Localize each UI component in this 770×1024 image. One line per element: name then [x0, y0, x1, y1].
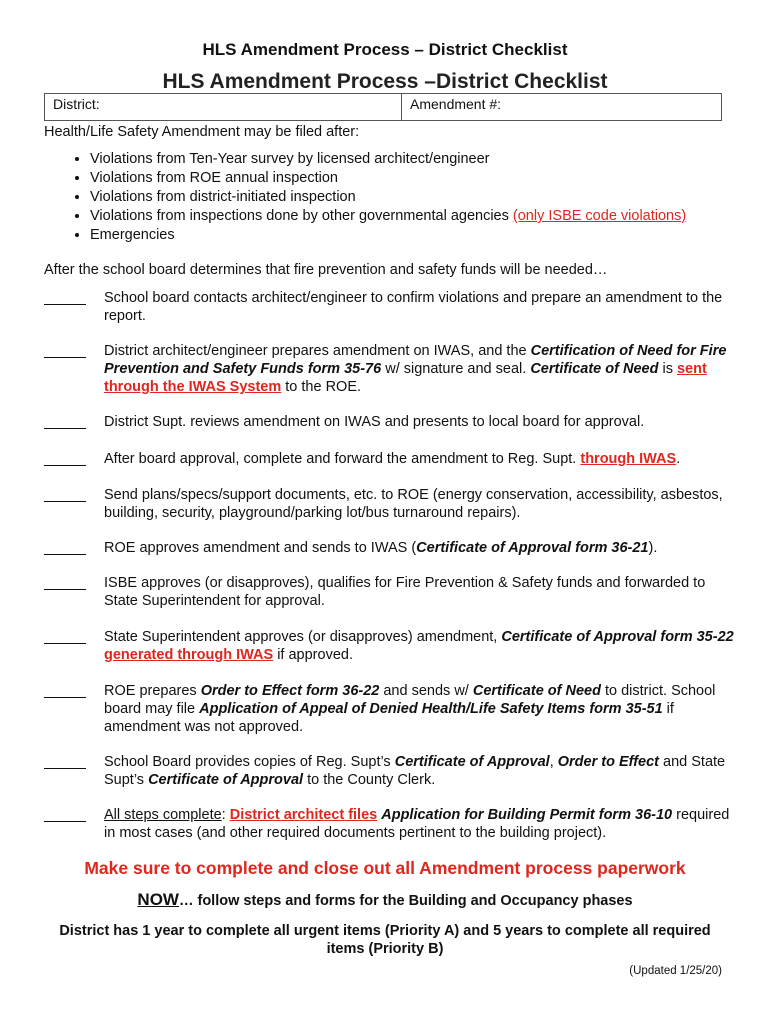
condition-item: • Emergencies — [90, 226, 686, 245]
checklist-step-2: District architect/engineer prepares amendment on IWAS, and the Certification of Need for Fire Prevention and Safety Funds form 35-76 w/ signature and seal. Certificate of Need is sent through the IWAS System to the ROE. — [44, 342, 734, 396]
after-determination-text: After the school board determines that fire prevention and safety funds will be needed… — [44, 262, 608, 278]
condition-item: • Violations from Ten-Year survey by licensed architect/engineer — [90, 150, 686, 169]
conditions-list — [44, 150, 686, 245]
checkbox-blank[interactable] — [44, 806, 86, 822]
checkbox-blank[interactable] — [44, 486, 86, 502]
checklist-step-1: School board contacts architect/engineer to confirm violations and prepare an amendment to the report. — [44, 289, 734, 325]
checklist-step-11: All steps complete: District architect files Application for Building Permit form 36-10 required in most cases (and other required documents pertinent to the building project). — [44, 806, 734, 842]
checklist-step-9: ROE prepares Order to Effect form 36-22 and sends w/ Certificate of Need to district. School board may file Application of Appeal of Denied Health/Life Safety Items form 35-51 if amendment was not approved. — [44, 682, 734, 736]
checklist-step-3: District Supt. reviews amendment on IWAS and presents to local board for approval. — [44, 413, 734, 431]
amendment-number-field[interactable] — [402, 94, 509, 120]
checkbox-blank[interactable] — [44, 682, 86, 698]
amendment-label: Amendment #: — [410, 96, 502, 112]
checkbox-blank[interactable] — [44, 753, 86, 769]
checklist-step-5: Send plans/specs/support documents, etc. to ROE (energy conservation, accessibility, asbestos, building, security, playground/parking lot/bus turnaround repairs). — [44, 486, 734, 522]
checkbox-blank[interactable] — [44, 342, 86, 358]
intro-text: Health/Life Safety Amendment may be filed after: — [44, 124, 360, 140]
district-label: District: — [53, 96, 100, 112]
updated-date: (Updated 1/25/20) — [629, 965, 722, 977]
district-amendment-table — [44, 93, 722, 121]
isbe-code-note: (only ISBE code violations) — [512, 208, 687, 224]
condition-item: • Violations from inspections done by other governmental agencies (only ISBE code violations) — [90, 207, 686, 226]
checklist-step-10: School Board provides copies of Reg. Supt’s Certificate of Approval, Order to Effect and State Supt’s Certificate of Approval to the County Clerk. — [44, 753, 734, 789]
checkbox-blank[interactable] — [44, 574, 86, 590]
checkbox-blank[interactable] — [44, 450, 86, 466]
checkbox-blank[interactable] — [44, 539, 86, 555]
checkbox-blank[interactable] — [44, 289, 86, 305]
condition-item: • Violations from district-initiated inspection — [90, 188, 686, 207]
checkbox-blank[interactable] — [44, 628, 86, 644]
condition-item: • Violations from ROE annual inspection — [90, 169, 686, 188]
closeout-reminder: Make sure to complete and close out all Amendment process paperwork — [84, 858, 686, 878]
priority-deadline-note: District has 1 year to complete all urgent items (Priority A) and 5 years to complete all required items (Priority B) — [59, 923, 711, 957]
district-field[interactable] — [45, 94, 402, 120]
checklist-step-6: ROE approves amendment and sends to IWAS (Certificate of Approval form 36-21). — [44, 539, 734, 557]
checkbox-blank[interactable] — [44, 413, 86, 429]
checklist-step-4: After board approval, complete and forward the amendment to Reg. Supt. through IWAS. — [44, 450, 734, 468]
document-header-title: HLS Amendment Process – District Checklist — [202, 40, 568, 59]
next-phase-note: NOW… follow steps and forms for the Building and Occupancy phases — [137, 890, 633, 909]
page-title: HLS Amendment Process –District Checklist — [162, 70, 608, 93]
checklist-step-7: ISBE approves (or disapproves), qualifies for Fire Prevention & Safety funds and forwarded to State Superintendent for approval. — [44, 574, 734, 610]
checklist-step-8: State Superintendent approves (or disapproves) amendment, Certificate of Approval form 35-22 generated through IWAS if approved. — [44, 628, 734, 664]
